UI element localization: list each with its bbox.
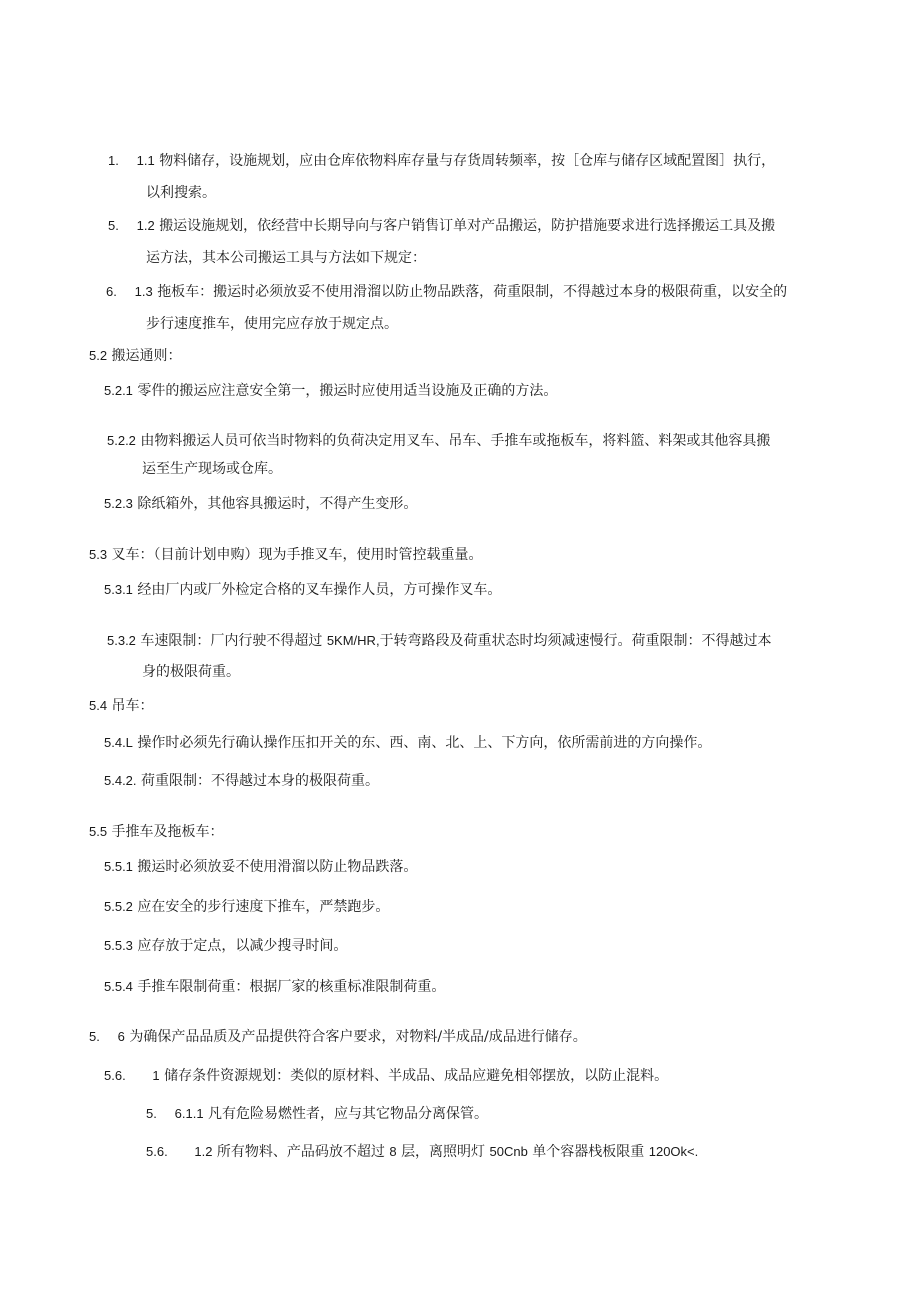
clause-number: 5.2.2 (107, 433, 136, 448)
clause-5-1-1 (108, 151, 775, 171)
clause-number: 5.5.3 (104, 938, 133, 953)
stack-layers-value: 8 (389, 1144, 397, 1159)
clause-number: 5. (146, 1106, 157, 1121)
clause-subnumber: 1.1 (136, 153, 155, 168)
section-number: 5.4 (89, 698, 108, 713)
clause-number: 6. (106, 284, 117, 299)
clause-number: 5.5.1 (104, 859, 133, 874)
clause-5-2-2-continuation: 运至生产现场或仓库。 (142, 461, 282, 477)
clause-text: 荷重限制：不得越过本身的极限荷重。 (140, 773, 379, 789)
section-number: 5.3 (89, 547, 108, 562)
clause-5-4-2 (104, 771, 379, 791)
speed-limit-value: 5KM/HR, (326, 633, 380, 648)
clause-5-6-1 (104, 1066, 668, 1086)
clause-number: 5.4.2. (104, 773, 137, 788)
clause-5-1-2 (108, 216, 775, 236)
clause-5-1-2-continuation: 运方法，其本公司搬运工具与方法如下规定： (146, 250, 426, 266)
clause-text: 物料储存，设施规划，应由仓库依物料库存量与存货周转频率，按［仓库与储存区域配置图］执行， (159, 153, 776, 169)
clause-5-1-3 (106, 282, 787, 302)
clause-text: 应在安全的步行速度下推车，严禁跑步。 (137, 899, 390, 915)
section-title: 吊车： (111, 698, 154, 714)
section-title: 搬运通则： (111, 348, 182, 364)
section-title: 手推车及拖板车： (111, 824, 224, 840)
clause-5-3-2 (107, 631, 772, 651)
clause-5-5-1 (104, 857, 417, 877)
clause-5-6-1-2 (146, 1142, 698, 1162)
clause-text: 车速限制：厂内行驶不得超过 (140, 633, 323, 649)
clause-number: 5.4.L (104, 735, 133, 750)
clause-subnumber: 1.2 (194, 1144, 213, 1159)
clause-text: 所有物料、产品码放不超过 (216, 1144, 385, 1160)
clause-number: 5. (108, 218, 119, 233)
clause-number: 1. (108, 153, 119, 168)
clause-number: 5.5.2 (104, 899, 133, 914)
load-limit-value: 120Ok<. (648, 1144, 699, 1159)
clause-subnumber: 1.3 (134, 284, 153, 299)
clause-text: 操作时必须先行确认操作压扣开关的东、西、南、北、上、下方向，依所需前进的方向操作。 (137, 735, 712, 751)
clause-5-2-3 (104, 494, 417, 514)
section-5-5-heading (89, 822, 224, 842)
clause-text: 除纸箱外，其他容具搬运时，不得产生变形。 (137, 496, 418, 512)
clause-text: 储存条件资源规划：类似的原材料、半成品、成品应避免相邻摆放，以防止混料。 (164, 1068, 669, 1084)
section-title: 叉车：（目前计划申购）现为手推叉车，使用时管控载重量。 (111, 547, 483, 563)
section-5-3-heading (89, 545, 483, 565)
clause-text: 经由厂内或厂外检定合格的叉车操作人员，方可操作叉车。 (137, 582, 502, 598)
section-title: 为确保产品品质及产品提供符合客户要求，对物料/半成品/成品进行储存。 (129, 1029, 587, 1045)
clause-text: 凡有危险易燃性者，应与其它物品分离保管。 (208, 1106, 489, 1122)
clause-subnumber: 6.1.1 (174, 1106, 204, 1121)
clause-number: 5.3.1 (104, 582, 133, 597)
section-number: 5. (89, 1029, 100, 1044)
clause-5-5-4 (104, 977, 445, 997)
clause-5-1-3-continuation: 步行速度推车，使用完应存放于规定点。 (146, 316, 398, 332)
clause-number: 5.6. (146, 1144, 168, 1159)
clause-number: 5.3.2 (107, 633, 136, 648)
clause-text: 单个容器栈板限重 (532, 1144, 645, 1160)
clause-5-3-1 (104, 580, 501, 600)
clause-5-5-3 (104, 936, 347, 956)
clause-5-5-2 (104, 897, 389, 917)
clause-subnumber: 1.2 (136, 218, 155, 233)
clause-number: 5.5.4 (104, 979, 133, 994)
clause-text: 于转弯路段及荷重状态时均须减速慢行。荷重限制：不得越过本 (379, 633, 772, 649)
section-subnumber: 6 (117, 1029, 125, 1044)
clause-5-1-1-continuation: 以利搜索。 (146, 185, 216, 201)
clause-5-4-1 (104, 733, 711, 753)
clause-5-2-1 (104, 381, 557, 401)
clause-5-3-2-continuation: 身的极限荷重。 (142, 664, 240, 680)
clause-number: 5.2.1 (104, 383, 133, 398)
clause-text: 应存放于定点，以减少搜寻时间。 (137, 938, 348, 954)
clause-text: 拖板车：搬运时必须放妥不使用滑溜以防止物品跌落，荷重限制，不得越过本身的极限荷重，以安全的 (157, 284, 788, 300)
clause-5-6-1-1 (146, 1104, 488, 1124)
section-5-2-heading (89, 346, 182, 366)
clause-text: 零件的搬运应注意安全第一，搬运时应使用适当设施及正确的方法。 (137, 383, 558, 399)
clause-text: 搬运时必须放妥不使用滑溜以防止物品跌落。 (137, 859, 418, 875)
distance-value: 50Cnb (489, 1144, 528, 1159)
clause-number: 5.6. (104, 1068, 126, 1083)
clause-text: 手推车限制荷重：根据厂家的核重标准限制荷重。 (137, 979, 446, 995)
section-number: 5.2 (89, 348, 108, 363)
section-number: 5.5 (89, 824, 108, 839)
clause-5-2-2 (107, 431, 770, 451)
clause-text: 由物料搬运人员可依当时物料的负荷决定用叉车、吊车、手推车或拖板车，将料篮、料架或其他容具搬 (140, 433, 771, 449)
section-5-6-heading (89, 1027, 587, 1047)
section-5-4-heading (89, 696, 154, 716)
clause-text: 搬运设施规划，依经营中长期导向与客户销售订单对产品搬运，防护措施要求进行选择搬运工具及搬 (159, 218, 776, 234)
clause-text: 层，离照明灯 (401, 1144, 486, 1160)
clause-subnumber: 1 (152, 1068, 160, 1083)
clause-number: 5.2.3 (104, 496, 133, 511)
